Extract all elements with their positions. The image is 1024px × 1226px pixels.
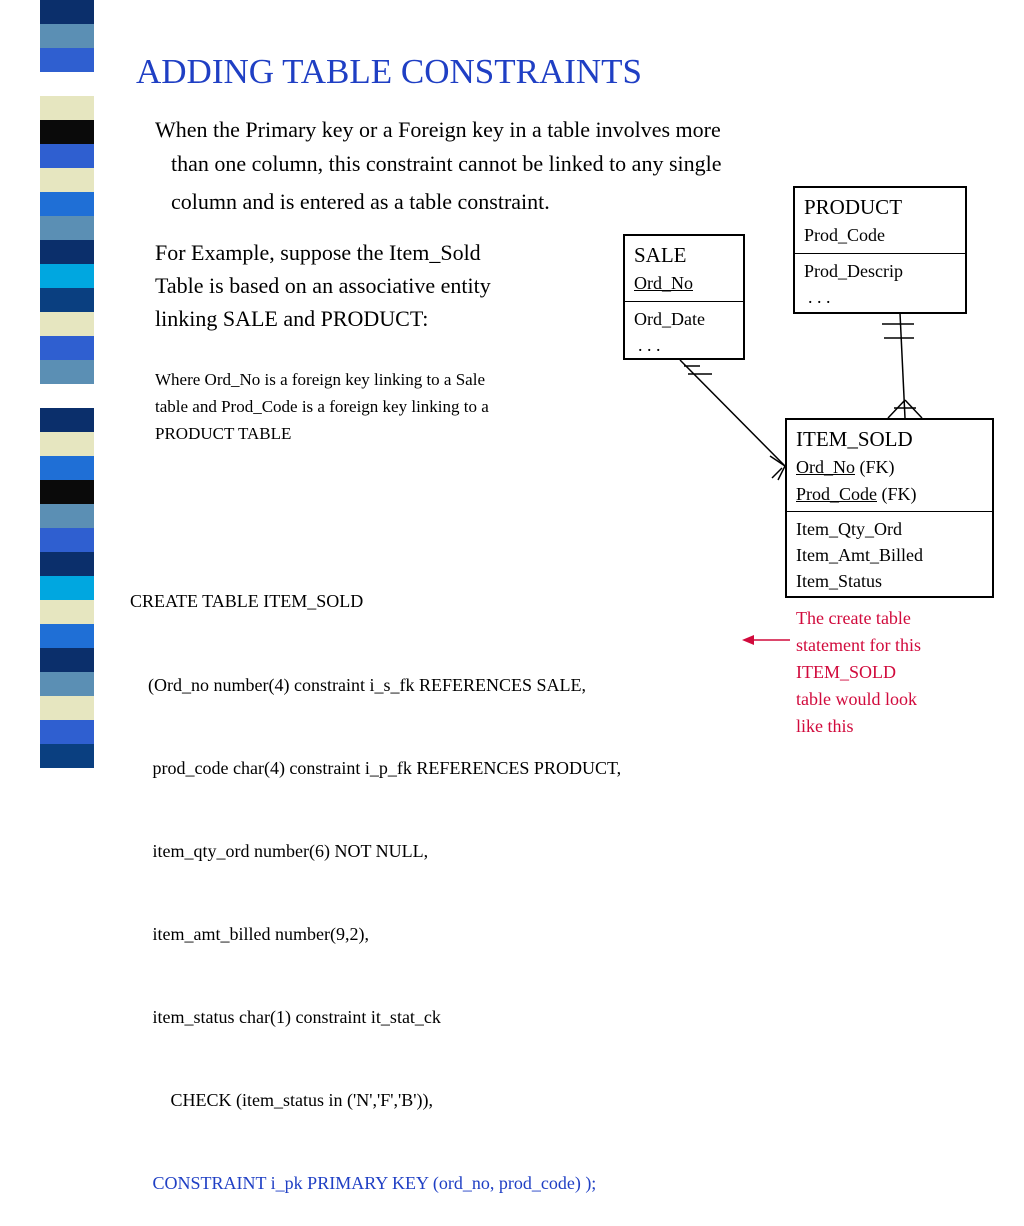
attribute: Item_Amt_Billed (796, 544, 923, 565)
attribute: Ord_Date (634, 308, 705, 329)
entity-header (625, 236, 743, 302)
note-arrow-head (742, 635, 754, 645)
sql-line: (Ord_no number(4) constraint i_s_fk REFERENCES SALE, (130, 674, 586, 695)
attribute: Item_Qty_Ord (796, 518, 902, 539)
annotation-note (796, 605, 976, 740)
where-line: PRODUCT TABLE (155, 424, 292, 444)
key-name: Ord_No (796, 457, 855, 478)
entity-attributes (795, 254, 965, 314)
note-line: like this (796, 716, 854, 736)
sql-line: CHECK (item_status in ('N','F','B')), (130, 1090, 433, 1111)
entity-name: PRODUCT (804, 195, 903, 219)
item-sold-crowfoot (888, 400, 905, 418)
entity-attributes (787, 512, 992, 598)
note-line: The create table (796, 608, 911, 628)
sql-line: item_amt_billed number(9,2), (130, 923, 369, 944)
example-line: linking SALE and PRODUCT: (155, 306, 429, 331)
entity-name: ITEM_SOLD (796, 427, 913, 451)
entity-product (793, 186, 967, 314)
sql-line: prod_code char(4) constraint i_p_fk REFERENCES PRODUCT, (130, 757, 622, 778)
intro-line: When the Primary key or a Foreign key in a table involves more (155, 117, 721, 142)
note-line: statement for this (796, 635, 921, 655)
key-suffix: (FK) (855, 457, 895, 478)
entity-header (787, 420, 992, 512)
primary-key: Ord_No (634, 273, 693, 294)
item-sold-crowfoot (905, 400, 922, 418)
foreign-key (796, 454, 983, 480)
where-line: table and Prod_Code is a foreign key linking to a (155, 397, 489, 417)
intro-line: than one column, this constraint cannot be linked to any single (171, 151, 722, 177)
key-name: Prod_Code (796, 483, 877, 504)
key-suffix: (FK) (877, 483, 917, 504)
sale-item-sold-line (680, 360, 785, 466)
sql-line: item_status char(1) constraint it_stat_ck (130, 1006, 441, 1027)
primary-key: Prod_Code (804, 225, 885, 246)
where-line: Where Ord_No is a foreign key linking to a Sale (155, 370, 485, 389)
attribute: Item_Status (796, 570, 882, 591)
attribute: . . . (808, 286, 831, 307)
intro-line: column and is entered as a table constraint. (171, 189, 550, 215)
foreign-key (796, 481, 983, 507)
sql-statement (130, 533, 621, 1226)
entity-header (795, 188, 965, 254)
example-line: Table is based on an associative entity (155, 273, 491, 298)
sql-line: CREATE TABLE ITEM_SOLD (130, 591, 364, 612)
attribute: Prod_Descrip (804, 260, 903, 281)
slide-title: ADDING TABLE CONSTRAINTS (136, 52, 642, 91)
entity-sale (623, 234, 745, 360)
note-line: ITEM_SOLD (796, 662, 896, 682)
sql-line: item_qty_ord number(6) NOT NULL, (130, 840, 429, 861)
entity-item-sold (785, 418, 994, 598)
note-line: table would look (796, 689, 917, 709)
example-line: For Example, suppose the Item_Sold (155, 240, 481, 265)
entity-name: SALE (634, 243, 687, 267)
sql-constraint-line: CONSTRAINT i_pk PRIMARY KEY (ord_no, prod_code) ); (130, 1173, 597, 1194)
attribute: . . . (638, 334, 661, 355)
entity-attributes (625, 302, 743, 362)
